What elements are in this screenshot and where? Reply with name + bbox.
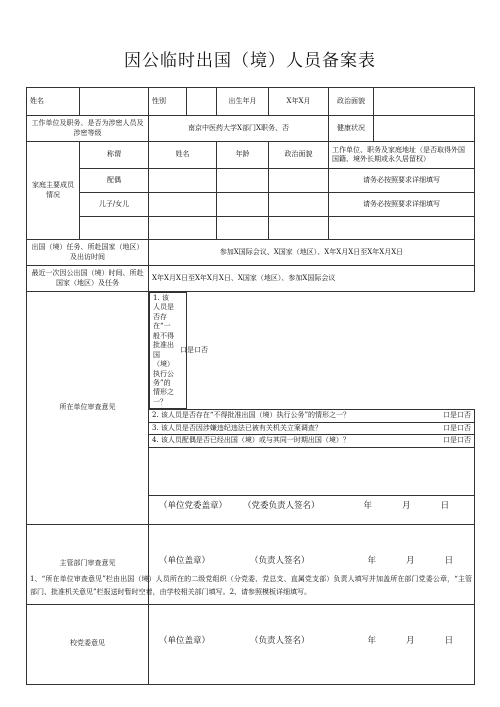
unit-review-month: 月 bbox=[402, 501, 411, 512]
family-header-work: 工作单位、职务及家庭地址（是否取得外国国籍、境外长期或永久居留权） bbox=[329, 142, 475, 169]
family-row-spouse-title: 配偶 bbox=[80, 169, 149, 193]
party-review-signer: （负责人签名） bbox=[250, 635, 310, 646]
gender-label: 性别 bbox=[149, 88, 187, 116]
unit-review-label: 所在单位审查意见 bbox=[27, 292, 149, 525]
unit-review-blank[interactable] bbox=[149, 447, 475, 495]
gender-value[interactable] bbox=[187, 88, 217, 116]
question-2-text: 2. 该人员是否存在“不得批准出国（境）执行公务”的情形之一？ bbox=[152, 411, 351, 420]
family-row-spouse-age[interactable] bbox=[217, 169, 269, 193]
unit-review-signer: （党委负责人签名） bbox=[243, 501, 320, 512]
family-row-child-work[interactable]: 请务必按照要求详细填写 bbox=[329, 193, 475, 217]
unit-review-year: 年 bbox=[363, 501, 373, 512]
birth-value[interactable]: X年X月 bbox=[269, 88, 329, 116]
page-title: 因公临时出国（境）人员备案表 bbox=[124, 51, 376, 71]
unit-review-question-4[interactable] bbox=[149, 435, 475, 447]
question-2-options[interactable]: 口是口否 bbox=[443, 411, 471, 420]
last-trip-value[interactable]: X年X月X日至X年X月X日、X国家（地区）、参加X国际会议 bbox=[149, 266, 475, 292]
unit-label: 工作单位及职务、是否为涉密人员及涉密等级 bbox=[27, 116, 149, 142]
family-header-political: 政治面貌 bbox=[269, 142, 329, 169]
party-review-area[interactable] bbox=[149, 604, 475, 684]
family-row-spouse-name[interactable] bbox=[149, 169, 217, 193]
mission-value[interactable]: 参加X国际会议、X国家（地区）、X年X月X日至X年X月X日 bbox=[149, 240, 475, 266]
party-review-month: 月 bbox=[406, 635, 415, 646]
dept-review-month: 月 bbox=[406, 555, 415, 566]
last-trip-label: 最近一次因公出国（境）时间、所赴国家（地区）及任务 bbox=[27, 266, 149, 292]
question-3-options[interactable]: 口是口否 bbox=[443, 423, 471, 432]
dept-review-seal: （单位盖章） bbox=[159, 555, 211, 566]
party-review-label: 校党委意见 bbox=[27, 604, 149, 684]
family-header-title: 称谓 bbox=[80, 142, 149, 169]
unit-review-question-1[interactable] bbox=[149, 292, 208, 409]
mission-label: 出国（境）任务、所赴国家（地区）及出访时间 bbox=[27, 240, 149, 266]
family-row-blank-title[interactable] bbox=[80, 217, 149, 240]
unit-value[interactable]: 南京中医药大学X部门X职务、否 bbox=[149, 116, 329, 142]
unit-review-signature-row[interactable] bbox=[149, 495, 475, 524]
family-row-child-age[interactable] bbox=[217, 193, 269, 217]
dept-review-year: 年 bbox=[367, 555, 377, 566]
dept-review-signer: （负责人签名） bbox=[250, 555, 310, 566]
party-review-seal: （单位盖章） bbox=[159, 635, 211, 646]
footer-note: 1、“所在单位审查意见”栏由出国（境）人员所在的二级党组织（分党委、党总支、直属党支部）负责人填写并加盖所在部门党委公章，“主管部门、批准机关意见”栏报送时暂时空着，由学校相关部门填写。2、请参照模板详细填写。 bbox=[30, 575, 472, 597]
unit-review-question-3[interactable] bbox=[149, 422, 475, 434]
birth-label: 出生年月 bbox=[217, 88, 269, 116]
unit-review-day: 日 bbox=[440, 501, 450, 512]
family-row-blank-name[interactable] bbox=[149, 217, 217, 240]
dept-review-day: 日 bbox=[444, 555, 454, 566]
political-label: 政治面貌 bbox=[329, 88, 374, 116]
family-row-blank-political[interactable] bbox=[269, 217, 329, 240]
family-row-spouse-political[interactable] bbox=[269, 169, 329, 193]
question-3-text: 3. 该人员是否因涉嫌违纪违法已被有关机关立案调查？ bbox=[152, 423, 322, 432]
family-row-blank-work[interactable] bbox=[329, 217, 475, 240]
question-1-options[interactable]: 口是口否 bbox=[180, 345, 208, 354]
question-1-text: 1. 该人员是否存在“一般不得批准出国（境）执行公务”的情形之一？ bbox=[153, 294, 174, 406]
health-label: 健康状况 bbox=[329, 116, 374, 142]
dept-review-label: 主管部门审查意见 bbox=[27, 524, 149, 604]
health-value[interactable] bbox=[374, 116, 475, 142]
unit-review-seal: （单位党委盖章） bbox=[159, 501, 228, 512]
name-label: 姓名 bbox=[27, 88, 80, 116]
family-row-child-political[interactable] bbox=[269, 193, 329, 217]
family-header-age: 年龄 bbox=[217, 142, 269, 169]
family-header-name: 姓名 bbox=[149, 142, 217, 169]
name-value[interactable] bbox=[80, 88, 149, 116]
family-row-child-title: 儿子/女儿 bbox=[80, 193, 149, 217]
party-review-day: 日 bbox=[444, 635, 454, 646]
question-4-text: 4. 该人员配偶是否已经出国（境）或与其同一时期出国（境）？ bbox=[152, 436, 350, 445]
unit-review-question-2[interactable] bbox=[149, 410, 475, 422]
political-value[interactable] bbox=[374, 88, 475, 116]
family-section-label: 家庭主要成员情况 bbox=[27, 142, 80, 240]
family-row-blank-age[interactable] bbox=[217, 217, 269, 240]
party-review-year: 年 bbox=[367, 635, 377, 646]
family-row-spouse-work[interactable]: 请务必按照要求详细填写 bbox=[329, 169, 475, 193]
family-row-child-name[interactable] bbox=[149, 193, 217, 217]
question-4-options[interactable]: 口是口否 bbox=[443, 436, 471, 445]
